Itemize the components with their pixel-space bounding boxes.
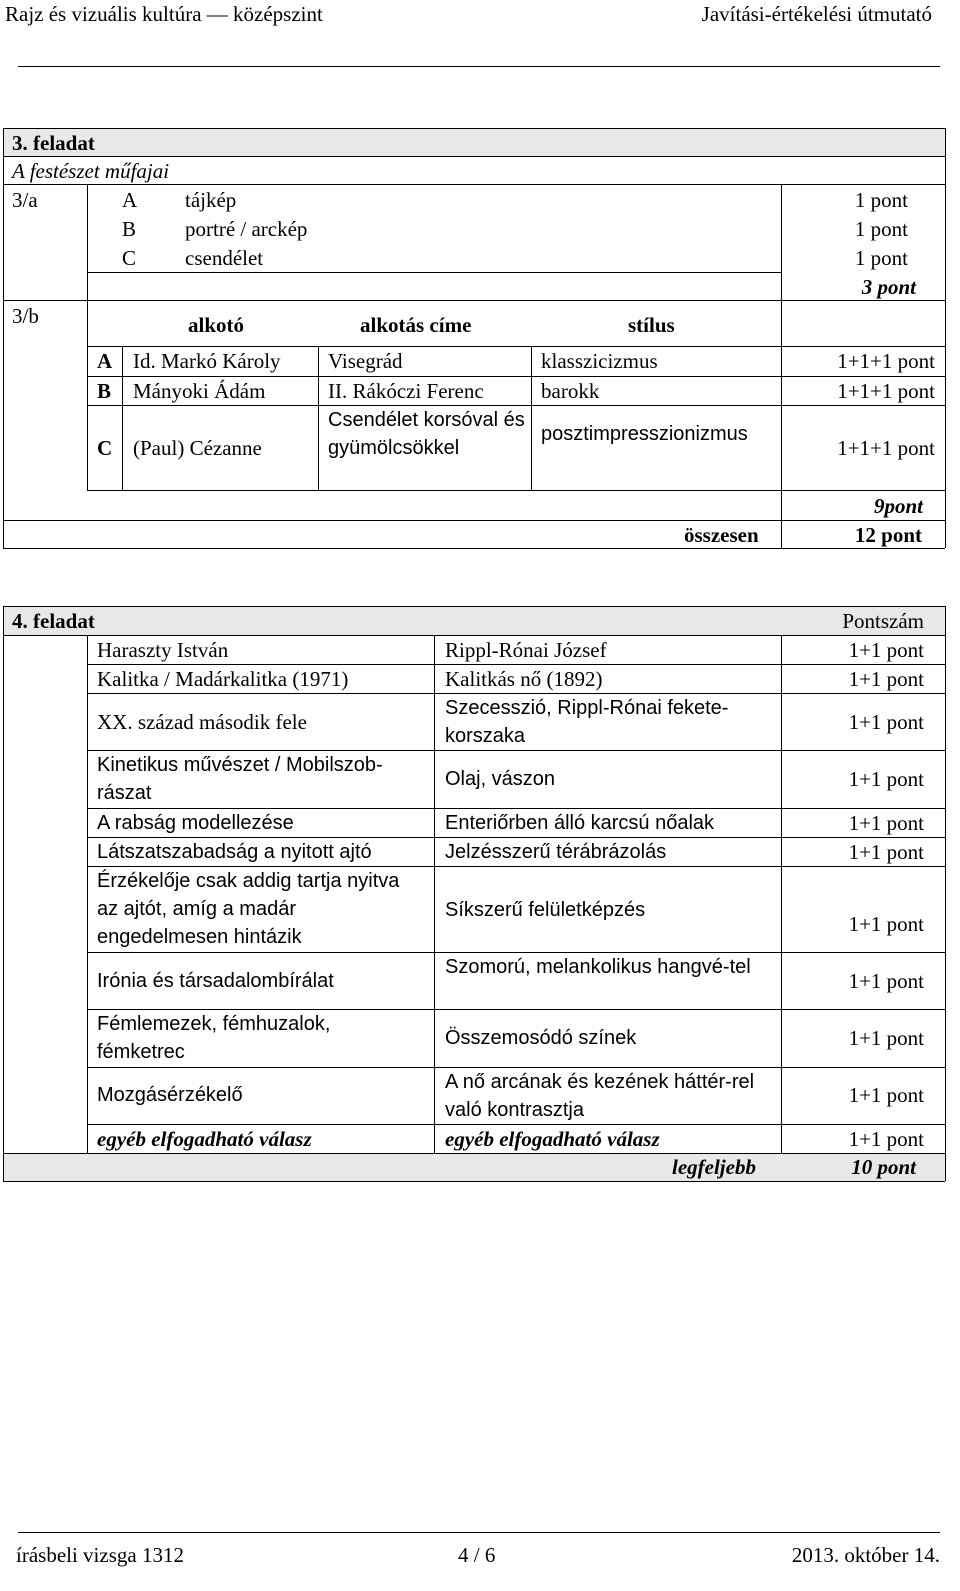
- footer-date: 2013. október 14.: [791, 1543, 940, 1567]
- task4-points: 1+1 pont: [848, 1026, 924, 1050]
- task4-points: 1+1 pont: [848, 638, 924, 662]
- task4-right: Olaj, vászon: [445, 768, 556, 790]
- task4-right: Összemosódó színek: [445, 1027, 637, 1049]
- part-b-artist: Id. Markó Károly: [133, 349, 281, 373]
- task4-points: 1+1 pont: [848, 840, 924, 864]
- task4-right: Szecesszió, Rippl-Rónai fekete-korszaka: [445, 697, 729, 747]
- task4-left: egyéb elfogadható válasz: [97, 1127, 312, 1151]
- task4-right: Szomorú, melankolikus hangvé-tel: [445, 956, 751, 978]
- sum-value: 12 pont: [854, 523, 922, 547]
- task4-right: egyéb elfogadható válasz: [445, 1127, 660, 1151]
- header-left: Rajz és vizuális kultúra — középszint: [5, 2, 323, 26]
- task4-points: 1+1 pont: [848, 912, 924, 936]
- task3-title: 3. feladat: [12, 131, 95, 155]
- task4-left: Haraszty István: [97, 638, 229, 662]
- part-b-style: barokk: [541, 379, 600, 403]
- part-a-answer: csendélet: [185, 246, 264, 270]
- task4-left: Mozgásérzékelő: [97, 1084, 243, 1106]
- task4-points: 1+1 pont: [848, 1127, 924, 1151]
- part-a-points: 1 pont: [854, 246, 908, 270]
- task4-right: Kalitkás nő (1892): [445, 667, 603, 691]
- max-label: legfeljebb: [672, 1155, 756, 1179]
- part-a-letter: A: [122, 188, 138, 212]
- part-b-title: Csendélet korsóval és gyümölcsökkel: [328, 409, 525, 459]
- part-a-points: 1 pont: [854, 188, 908, 212]
- part-b-points: 1+1+1 pont: [837, 436, 935, 460]
- task4-right: Síkszerű felületképzés: [445, 899, 646, 921]
- part-b-artist: Mányoki Ádám: [133, 379, 266, 403]
- task4-header-bar: [3, 606, 945, 635]
- task4-points: 1+1 pont: [848, 969, 924, 993]
- task4-title: 4. feladat: [12, 609, 95, 633]
- task4-points: 1+1 pont: [848, 767, 924, 791]
- task4-points: 1+1 pont: [848, 710, 924, 734]
- part-a-letter: C: [122, 246, 137, 270]
- task4-left: Látszatszabadság a nyitott ajtó: [97, 841, 372, 863]
- part-b-title: II. Rákóczi Ferenc: [328, 379, 484, 403]
- task4-points: 1+1 pont: [848, 1083, 924, 1107]
- part-b-letter: C: [97, 436, 113, 460]
- task4-points: 1+1 pont: [848, 667, 924, 691]
- footer-left: írásbeli vizsga 1312: [16, 1543, 184, 1567]
- task4-left: Kalitka / Madárkalitka (1971): [97, 667, 349, 691]
- part-b-style: klasszicizmus: [541, 349, 658, 373]
- part-b-style: posztimpresszionizmus: [541, 423, 748, 445]
- part-b-header-title: alkotás címe: [360, 313, 472, 337]
- task4-right: Enteriőrben álló karcsú nőalak: [445, 812, 715, 834]
- points-header: Pontszám: [842, 609, 924, 633]
- part-b-label: 3/b: [12, 304, 39, 328]
- part-a-answer: portré / arckép: [185, 217, 308, 241]
- task4-left: Irónia és társadalombírálat: [97, 970, 334, 992]
- part-a-letter: B: [122, 217, 137, 241]
- page-number: 4 / 6: [458, 1543, 496, 1567]
- part-b-points: 1+1+1 pont: [837, 349, 935, 373]
- task4-right: Jelzésszerű térábrázolás: [445, 841, 667, 863]
- sum-label: összesen: [684, 523, 759, 547]
- task3-subtitle: A festészet műfajai: [12, 159, 170, 183]
- task4-left: A rabság modellezése: [97, 812, 294, 834]
- part-b-points: 1+1+1 pont: [837, 379, 935, 403]
- part-b-letter: A: [97, 349, 113, 373]
- max-value: 10 pont: [851, 1155, 916, 1179]
- task4-left: Érzékelője csak addig tartja nyitva az ajtót, amíg a madár engedelmesen hintázik: [97, 870, 400, 948]
- part-b-total: 9pont: [873, 494, 923, 518]
- part-a-answer: tájkép: [185, 188, 237, 212]
- part-b-letter: B: [97, 379, 112, 403]
- part-a-label: 3/a: [12, 188, 38, 212]
- part-b-artist: (Paul) Cézanne: [133, 436, 262, 460]
- task4-points: 1+1 pont: [848, 811, 924, 835]
- part-b-header-style: stílus: [628, 313, 675, 337]
- part-b-title: Visegrád: [328, 349, 403, 373]
- header-rule: [18, 66, 940, 67]
- task4-left: Kinetikus művészet / Mobilszob-rászat: [97, 754, 383, 804]
- task4-right: Rippl-Rónai József: [445, 638, 607, 662]
- task3-header-bar: [3, 128, 945, 156]
- part-a-total: 3 pont: [861, 275, 916, 299]
- task4-footer-bar: [3, 1153, 945, 1181]
- footer-rule: [18, 1532, 940, 1533]
- task4-left: XX. század második fele: [97, 710, 307, 734]
- task4-right: A nő arcának és kezének háttér-rel való kontrasztja: [445, 1071, 755, 1121]
- part-b-header-artist: alkotó: [188, 313, 245, 337]
- part-a-points: 1 pont: [854, 217, 908, 241]
- task4-left: Fémlemezek, fémhuzalok, fémketrec: [97, 1013, 331, 1063]
- header-right: Javítási-értékelési útmutató: [701, 2, 932, 26]
